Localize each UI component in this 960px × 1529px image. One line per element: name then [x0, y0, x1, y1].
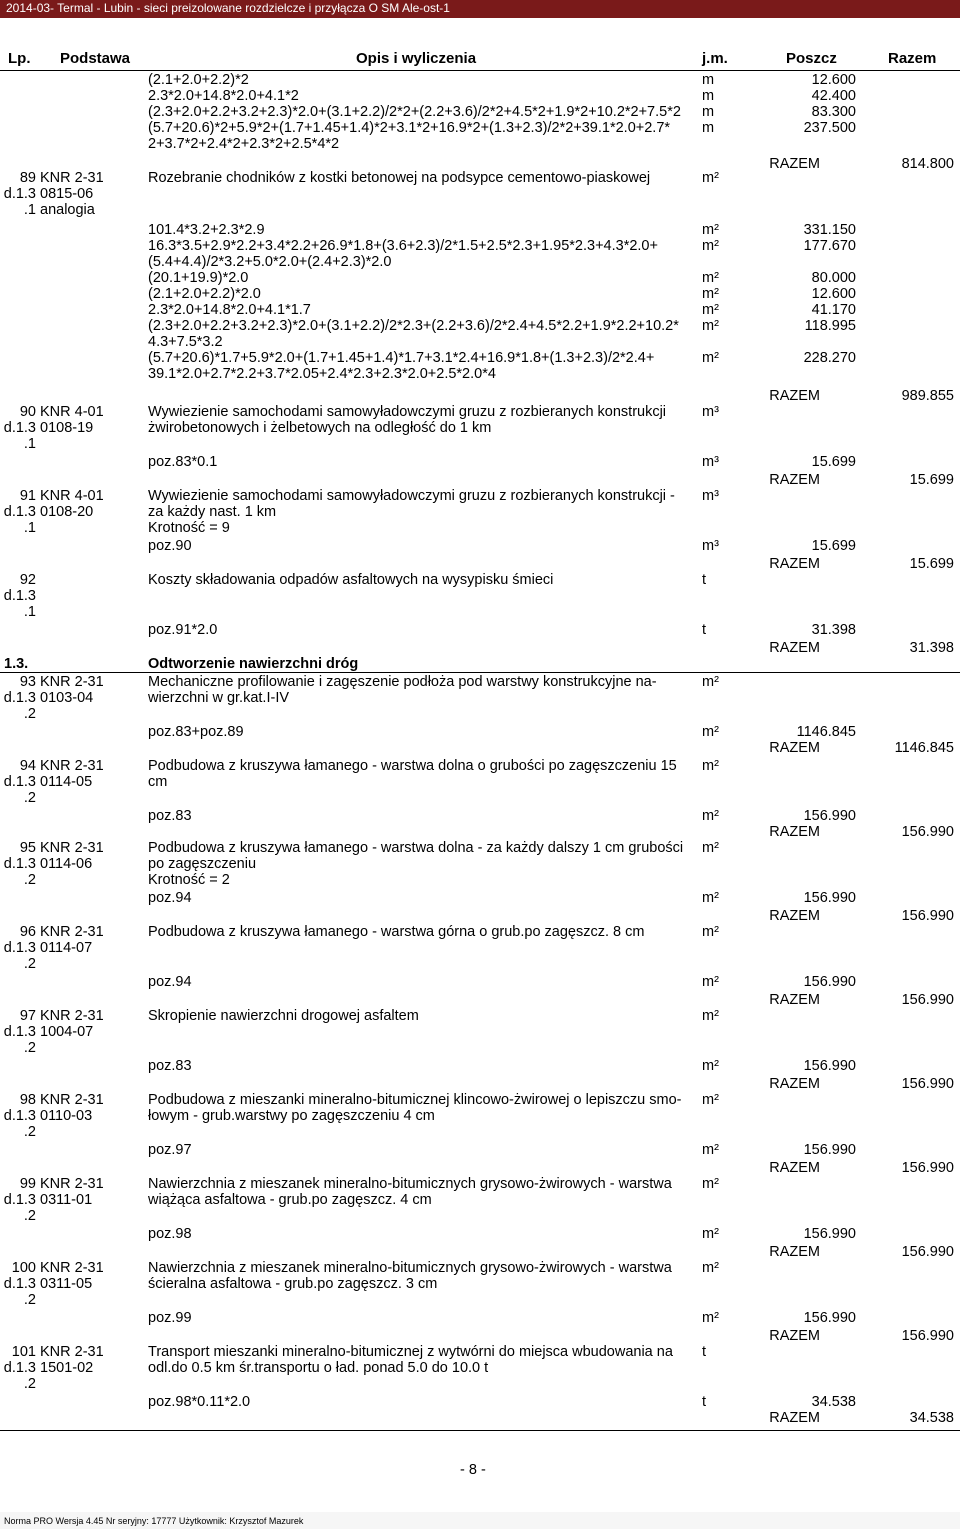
row-partial-value: 42.400	[811, 88, 856, 104]
razem-value: 34.538	[909, 1410, 954, 1426]
row-partial-value: 31.398	[811, 622, 856, 638]
row-description: poz.98*0.11*2.0	[148, 1394, 251, 1410]
row-lp: d.1.3	[3, 856, 36, 872]
column-header-opis: Opis i wyliczenia	[356, 50, 477, 67]
razem-label: RAZEM	[769, 1160, 820, 1176]
row-description: Koszty składowania odpadów asfaltowych na wysypisku śmieci	[148, 572, 554, 588]
row-unit: m³	[702, 538, 719, 554]
row-lp: 89	[19, 170, 36, 186]
row-podstawa: KNR 2-31	[40, 1344, 104, 1360]
row-lp: .2	[23, 1040, 36, 1056]
row-description: (5.7+20.6)*2+5.9*2+(1.7+1.45+1.4)*2+3.1*2+16.9*2+(1.3+2.3)/2*2+39.1*2.0+2.7*	[148, 120, 671, 136]
row-unit: m³	[702, 404, 719, 420]
razem-value: 156.990	[901, 992, 954, 1008]
row-lp: .1	[23, 202, 36, 218]
document-title-bar	[0, 0, 960, 18]
row-podstawa: 0815-06	[40, 186, 94, 202]
row-unit: m	[702, 88, 715, 104]
row-description: za każdy nast. 1 km	[148, 504, 277, 520]
row-lp: .1	[23, 604, 36, 620]
row-lp: 91	[19, 488, 36, 504]
row-unit: t	[702, 572, 707, 588]
row-description: 101.4*3.2+2.3*2.9	[148, 222, 265, 238]
row-partial-value: 156.990	[803, 808, 856, 824]
section-number: 1.3.	[4, 656, 29, 672]
row-unit: m²	[702, 808, 719, 824]
row-podstawa: KNR 2-31	[40, 840, 104, 856]
row-description: 4.3+7.5*3.2	[148, 334, 223, 350]
row-podstawa: 0110-03	[40, 1108, 93, 1124]
razem-value: 156.990	[901, 908, 954, 924]
razem-label: RAZEM	[769, 1410, 820, 1426]
row-description: Transport mieszanki mineralno-bitumicznej z wytwórni do miejsca wbudowania na	[148, 1344, 673, 1360]
row-podstawa: KNR 2-31	[40, 1260, 104, 1276]
row-lp: .2	[23, 1208, 36, 1224]
row-partial-value: 12.600	[811, 72, 856, 88]
row-description: poz.83	[148, 808, 192, 824]
row-description: Nawierzchnia z mieszanek mineralno-bitumicznych grysowo-żwirowych - warstwa	[148, 1260, 672, 1276]
row-podstawa: KNR 2-31	[40, 170, 104, 186]
row-description: (20.1+19.9)*2.0	[148, 270, 249, 286]
row-lp: .2	[23, 790, 36, 806]
row-description: 39.1*2.0+2.7*2.2+3.7*2.05+2.4*2.3+2.3*2.0+2.5*2.0*4	[148, 366, 496, 382]
row-partial-value: 156.990	[803, 890, 856, 906]
razem-value: 1146.845	[894, 740, 954, 756]
razem-value: 156.990	[901, 1328, 954, 1344]
row-podstawa: 0311-05	[40, 1276, 93, 1292]
row-unit: t	[702, 622, 707, 638]
row-description: poz.83*0.1	[148, 454, 218, 470]
razem-value: 989.855	[901, 388, 954, 404]
row-description: Mechaniczne profilowanie i zagęszenie podłoża pod warstwy konstrukcyjne na-	[148, 674, 657, 690]
row-lp: .2	[23, 1292, 36, 1308]
row-lp: d.1.3	[3, 1192, 36, 1208]
row-partial-value: 156.990	[803, 1142, 856, 1158]
row-description: Podbudowa z kruszywa łamanego - warstwa górna o grub.po zagęszcz. 8 cm	[148, 924, 645, 940]
row-description: (2.3+2.0+2.2+3.2+2.3)*2.0+(3.1+2.2)/2*2+(2.2+3.6)/2*2+4.5*2+1.9*2+10.2*2+7.5*2	[148, 104, 681, 120]
razem-value: 814.800	[901, 156, 954, 172]
row-podstawa: KNR 2-31	[40, 1092, 104, 1108]
row-lp: d.1.3	[3, 186, 36, 202]
row-lp: 100	[11, 1260, 36, 1276]
razem-label: RAZEM	[769, 908, 820, 924]
row-description: Wywiezienie samochodami samowyładowczymi gruzu z rozbieranych konstrukcji	[148, 404, 667, 420]
row-description: odl.do 0.5 km śr.transportu o ład. ponad 5.0 do 10.0 t	[148, 1360, 489, 1376]
row-podstawa: KNR 2-31	[40, 758, 104, 774]
razem-value: 156.990	[901, 1160, 954, 1176]
table-header	[0, 46, 960, 71]
razem-value: 156.990	[901, 824, 954, 840]
row-description: cm	[148, 774, 168, 790]
row-podstawa: 1501-02	[40, 1360, 94, 1376]
row-podstawa: KNR 2-31	[40, 924, 104, 940]
row-unit: m²	[702, 1260, 719, 1276]
row-podstawa: 0114-07	[40, 940, 93, 956]
row-podstawa: 1004-07	[40, 1024, 94, 1040]
row-unit: m	[702, 120, 715, 136]
row-unit: m	[702, 72, 715, 88]
row-description: 2.3*2.0+14.8*2.0+4.1*1.7	[148, 302, 311, 318]
row-lp: d.1.3	[3, 504, 36, 520]
row-unit: m²	[702, 1176, 719, 1192]
razem-label: RAZEM	[769, 1328, 820, 1344]
row-description: Skropienie nawierzchni drogowej asfaltem	[148, 1008, 419, 1024]
row-podstawa: 0108-20	[40, 504, 94, 520]
row-unit: m²	[702, 350, 719, 366]
section-divider	[0, 672, 960, 673]
row-description: Rozebranie chodników z kostki betonowej na podsypce cementowo-piaskowej	[148, 170, 651, 186]
row-unit: m²	[702, 924, 719, 940]
row-lp: d.1.3	[3, 1360, 36, 1376]
row-podstawa: analogia	[40, 202, 95, 218]
row-lp: 94	[19, 758, 36, 774]
row-description: Podbudowa z mieszanki mineralno-bitumicznej klincowo-żwirowej o lepiszczu smo-	[148, 1092, 682, 1108]
row-unit: m²	[702, 674, 719, 690]
row-description: poz.98	[148, 1226, 192, 1242]
row-partial-value: 34.538	[811, 1394, 856, 1410]
row-description: Podbudowa z kruszywa łamanego - warstwa dolna o grubości po zagęszczeniu 15	[148, 758, 677, 774]
row-partial-value: 156.990	[803, 1226, 856, 1242]
row-unit: m²	[702, 318, 719, 334]
row-unit: m²	[702, 1142, 719, 1158]
row-lp: d.1.3	[3, 940, 36, 956]
row-unit: m²	[702, 1310, 719, 1326]
row-partial-value: 15.699	[811, 454, 856, 470]
razem-value: 15.699	[909, 556, 954, 572]
column-header-lp: Lp.	[8, 50, 31, 67]
razem-label: RAZEM	[769, 992, 820, 1008]
row-unit: m²	[702, 758, 719, 774]
row-partial-value: 1146.845	[796, 724, 856, 740]
row-description: wierzchni w gr.kat.I-IV	[148, 690, 290, 706]
row-unit: m²	[702, 1058, 719, 1074]
row-description: (2.1+2.0+2.2)*2	[148, 72, 249, 88]
row-lp: .2	[23, 872, 36, 888]
document-title: 2014-03- Termal - Lubin - sieci preizolowane rozdzielcze i przyłącza O SM Ale-ost-1	[6, 1, 450, 15]
row-lp: .1	[23, 520, 36, 536]
column-header-jm: j.m.	[702, 50, 728, 67]
row-unit: t	[702, 1394, 707, 1410]
row-podstawa: KNR 2-31	[40, 674, 104, 690]
row-lp: 96	[19, 924, 36, 940]
row-podstawa: 0108-19	[40, 420, 94, 436]
razem-label: RAZEM	[769, 156, 820, 172]
row-unit: m²	[702, 890, 719, 906]
row-unit: m²	[702, 170, 719, 186]
row-description: poz.94	[148, 974, 192, 990]
row-partial-value: 15.699	[811, 538, 856, 554]
row-description: (2.1+2.0+2.2)*2.0	[148, 286, 261, 302]
column-header-podstawa: Podstawa	[60, 50, 131, 67]
row-lp: d.1.3	[3, 588, 36, 604]
row-lp: .2	[23, 1124, 36, 1140]
row-partial-value: 331.150	[803, 222, 856, 238]
row-description: 2.3*2.0+14.8*2.0+4.1*2	[148, 88, 299, 104]
row-description: poz.90	[148, 538, 192, 554]
row-unit: m²	[702, 1008, 719, 1024]
row-podstawa: 0103-04	[40, 690, 94, 706]
razem-label: RAZEM	[769, 824, 820, 840]
row-podstawa: 0114-05	[40, 774, 93, 790]
row-lp: 97	[19, 1008, 36, 1024]
column-header-razem: Razem	[888, 50, 937, 67]
razem-label: RAZEM	[769, 1244, 820, 1260]
razem-value: 15.699	[909, 472, 954, 488]
row-podstawa: 0114-06	[40, 856, 93, 872]
razem-label: RAZEM	[769, 388, 820, 404]
row-lp: 98	[19, 1092, 36, 1108]
razem-value: 156.990	[901, 1244, 954, 1260]
row-description: Krotność = 9	[148, 520, 230, 536]
row-lp: .2	[23, 1376, 36, 1392]
row-partial-value: 228.270	[803, 350, 856, 366]
row-partial-value: 156.990	[803, 1058, 856, 1074]
row-description: (5.4+4.4)/2*3.2+5.0*2.0+(2.4+2.3)*2.0	[148, 254, 392, 270]
row-unit: m²	[702, 302, 719, 318]
row-lp: d.1.3	[3, 1276, 36, 1292]
row-unit: m²	[702, 840, 719, 856]
row-lp: d.1.3	[3, 420, 36, 436]
row-unit: t	[702, 1344, 707, 1360]
row-description: ścieralna asfaltowa - grub.po zagęszcz. 3 cm	[148, 1276, 438, 1292]
row-lp: d.1.3	[3, 690, 36, 706]
row-partial-value: 12.600	[811, 286, 856, 302]
row-lp: 101	[11, 1344, 36, 1360]
row-podstawa: 0311-01	[40, 1192, 93, 1208]
row-description: żwirobetonowych i żelbetowych na odległość do 1 km	[148, 420, 492, 436]
page-number: - 8 -	[460, 1462, 486, 1478]
row-partial-value: 156.990	[803, 974, 856, 990]
row-description: po zagęszczeniu	[148, 856, 257, 872]
row-description: Nawierzchnia z mieszanek mineralno-bitumicznych grysowo-żwirowych - warstwa	[148, 1176, 672, 1192]
razem-label: RAZEM	[769, 472, 820, 488]
row-podstawa: KNR 4-01	[40, 404, 104, 420]
row-unit: m³	[702, 488, 719, 504]
row-description: wiążąca asfaltowa - grub.po zagęszcz. 4 cm	[148, 1192, 432, 1208]
row-description: (5.7+20.6)*1.7+5.9*2.0+(1.7+1.45+1.4)*1.7+3.1*2.4+16.9*1.8+(1.3+2.3)/2*2.4+	[148, 350, 655, 366]
row-lp: 92	[19, 572, 36, 588]
razem-label: RAZEM	[769, 740, 820, 756]
row-description: poz.83+poz.89	[148, 724, 244, 740]
row-podstawa: KNR 2-31	[40, 1008, 104, 1024]
row-lp: 90	[19, 404, 36, 420]
razem-label: RAZEM	[769, 1076, 820, 1092]
row-lp: .2	[23, 706, 36, 722]
column-header-poszcz: Poszcz	[786, 50, 837, 67]
row-partial-value: 118.995	[804, 318, 856, 334]
row-description: Krotność = 2	[148, 872, 230, 888]
row-unit: m²	[702, 974, 719, 990]
footer-program-info: Norma PRO Wersja 4.45 Nr seryjny: 17777 Użytkownik: Krzysztof Mazurek	[4, 1516, 304, 1526]
row-description: Podbudowa z kruszywa łamanego - warstwa dolna - za każdy dalszy 1 cm grubości	[148, 840, 684, 856]
section-title: Odtworzenie nawierzchni dróg	[148, 656, 359, 672]
row-lp: d.1.3	[3, 774, 36, 790]
row-podstawa: KNR 2-31	[40, 1176, 104, 1192]
row-lp: d.1.3	[3, 1108, 36, 1124]
row-lp: 99	[19, 1176, 36, 1192]
row-description: (2.3+2.0+2.2+3.2+2.3)*2.0+(3.1+2.2)/2*2.3+(2.2+3.6)/2*2.4+4.5*2.2+1.9*2.2+10.2*	[148, 318, 679, 334]
row-description: poz.99	[148, 1310, 192, 1326]
row-partial-value: 177.670	[803, 238, 856, 254]
row-description: poz.94	[148, 890, 192, 906]
row-unit: m³	[702, 454, 719, 470]
row-partial-value: 156.990	[803, 1310, 856, 1326]
row-lp: 93	[19, 674, 36, 690]
razem-label: RAZEM	[769, 556, 820, 572]
row-partial-value: 83.300	[811, 104, 856, 120]
row-description: łowym - grub.warstwy po zagęszczeniu 4 cm	[148, 1108, 435, 1124]
row-unit: m²	[702, 238, 719, 254]
row-unit: m²	[702, 222, 719, 238]
row-unit: m²	[702, 1092, 719, 1108]
table-bottom-rule	[0, 1430, 960, 1431]
row-lp: .1	[23, 436, 36, 452]
row-podstawa: KNR 4-01	[40, 488, 104, 504]
razem-value: 31.398	[909, 640, 954, 656]
row-unit: m²	[702, 1226, 719, 1242]
row-description: 16.3*3.5+2.9*2.2+3.4*2.2+26.9*1.8+(3.6+2.3)/2*1.5+2.5*2.3+1.95*2.3+4.3*2.0+	[148, 238, 658, 254]
row-partial-value: 80.000	[811, 270, 856, 286]
row-lp: 95	[19, 840, 36, 856]
row-description: poz.91*2.0	[148, 622, 218, 638]
row-unit: m	[702, 104, 715, 120]
row-unit: m²	[702, 724, 719, 740]
razem-label: RAZEM	[769, 640, 820, 656]
razem-value: 156.990	[901, 1076, 954, 1092]
row-description: poz.97	[148, 1142, 192, 1158]
row-unit: m²	[702, 270, 719, 286]
row-lp: d.1.3	[3, 1024, 36, 1040]
row-partial-value: 41.170	[811, 302, 856, 318]
row-partial-value: 237.500	[803, 120, 856, 136]
row-description: Wywiezienie samochodami samowyładowczymi gruzu z rozbieranych konstrukcji -	[148, 488, 675, 504]
row-lp: .2	[23, 956, 36, 972]
row-unit: m²	[702, 286, 719, 302]
row-description: poz.83	[148, 1058, 192, 1074]
row-description: 2+3.7*2+2.4*2+2.3*2+2.5*4*2	[148, 136, 340, 152]
